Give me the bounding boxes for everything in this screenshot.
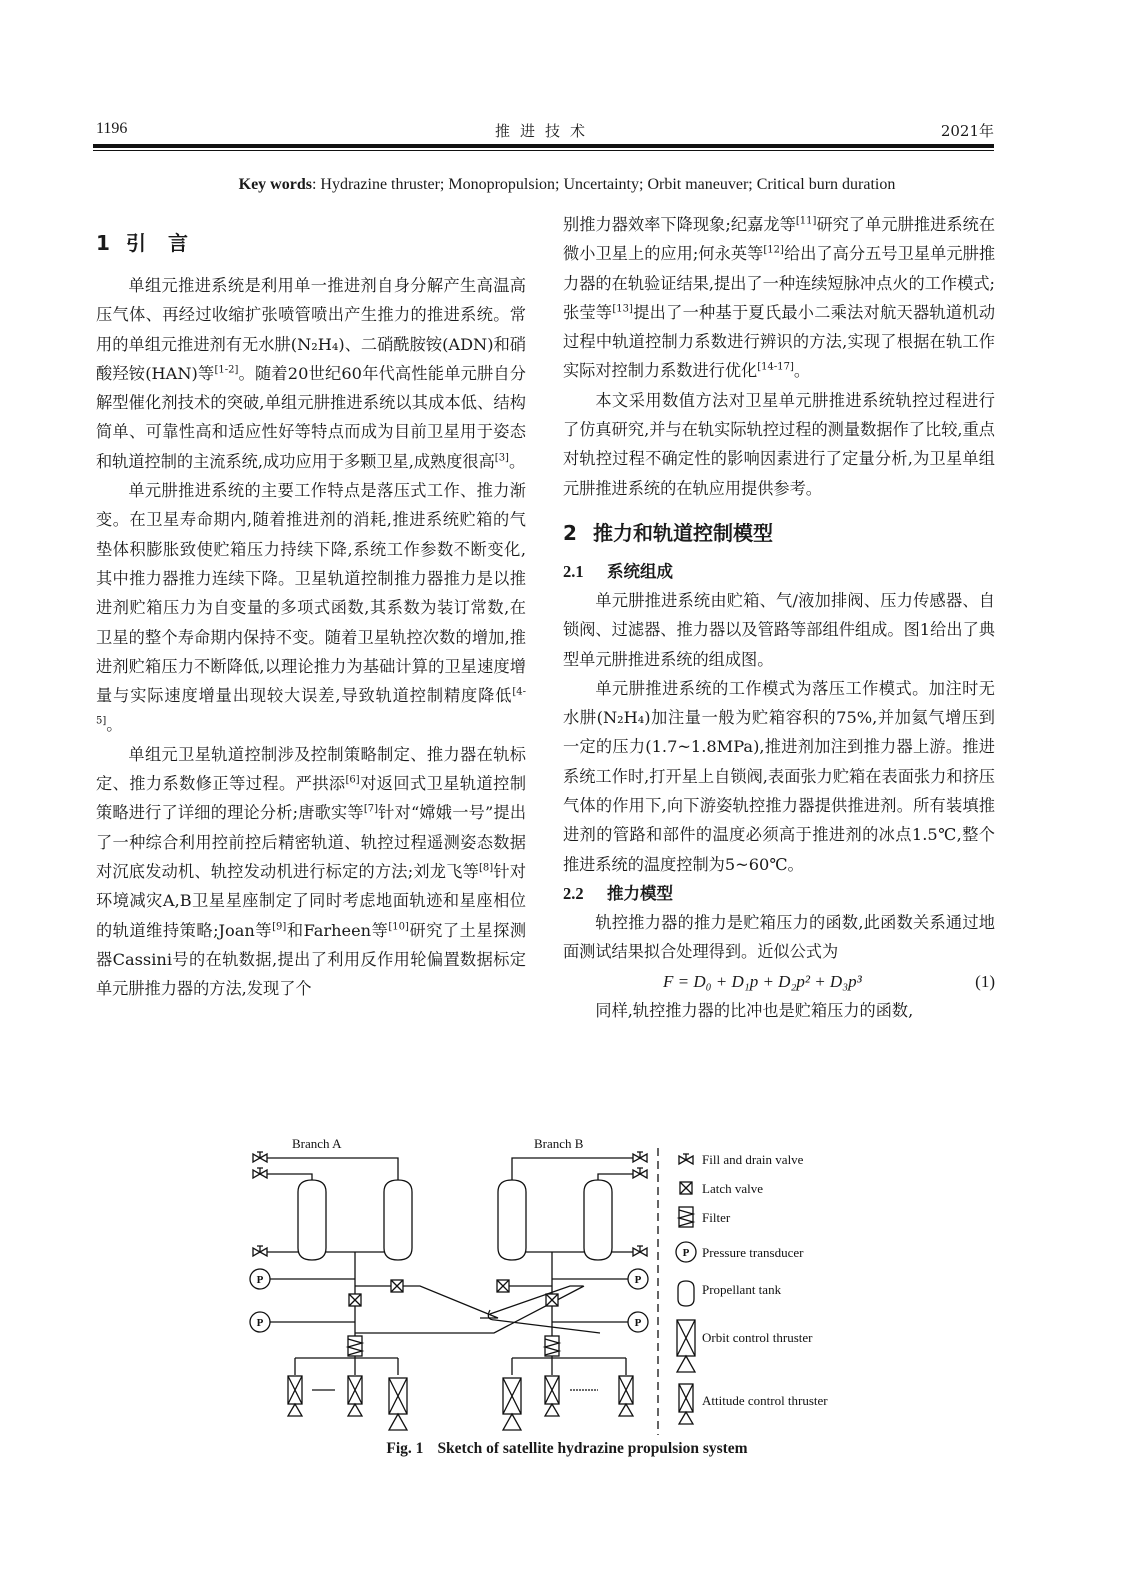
figure-title: Sketch of satellite hydrazine propulsion system [437, 1440, 748, 1457]
orbit-thruster-icon [389, 1378, 407, 1430]
attitude-thruster-icon [545, 1376, 559, 1416]
legend-label: Pressure transducer [702, 1245, 804, 1260]
branch-b-label: Branch B [534, 1136, 584, 1151]
section-2-heading: 2 推力和轨道控制模型 [563, 520, 773, 545]
journal-name: 推进技术 [494, 122, 595, 140]
paragraph: 单元肼推进系统由贮箱、气/液加排阀、压力传感器、自锁阀、过滤器、推力器以及管路等部组件组成。图1给出了典型单元肼推进系统的组成图。 [563, 590, 995, 669]
journal-year: 2021年 [940, 122, 994, 140]
fill-drain-valve-icon [633, 1168, 647, 1178]
pressure-transducer-icon [250, 1312, 270, 1332]
propulsion-system-diagram: P Branch A Branch B Fill and drain valve Latch valve Filter Pressure transducer Propellant tank Orbit control thruster Attitude control thruster [240, 1130, 860, 1460]
propellant-tank-icon [584, 1180, 612, 1260]
filter-icon [348, 1336, 362, 1356]
header-rule-thin [93, 150, 994, 151]
keywords-label: Key words [238, 176, 312, 193]
attitude-thruster-icon [619, 1376, 633, 1416]
keywords-text: Hydrazine thruster; Monopropulsion; Uncertainty; Orbit maneuver; Critical burn duration [320, 176, 896, 193]
paragraph: 单元肼推进系统的主要工作特点是落压式工作、推力渐变。在卫星寿命期内,随着推进剂的消耗,推进系统贮箱的气垫体积膨胀致使贮箱压力持续下降,系统工作参数不断变化,其中推力器推力连续下降。卫星轨道控制推力器推力是以推进剂贮箱压力为自变量的多项式函数,其系数为装订常数,在卫星的整个寿命期内保持不变。随着卫星轨控次数的增加,推进剂贮箱压力不断降低,以理论推力为基础计算的卫星速度增量与实际速度增量出现较大误差,导致轨道控制精度降低[4-5]。 [96, 481, 526, 735]
legend-label: Latch valve [702, 1181, 763, 1196]
propellant-tank-icon [498, 1180, 526, 1260]
propellant-tank-icon [384, 1180, 412, 1260]
latch-valve-icon [497, 1280, 509, 1292]
latch-valve-icon [391, 1280, 403, 1292]
keywords: Key words: Hydrazine thruster; Monopropulsion; Uncertainty; Orbit maneuver; Critical burn duration [238, 176, 896, 193]
paragraph: 轨控推力器的推力是贮箱压力的函数,此函数关系通过地面测试结果拟合处理得到。近似公式为 [563, 912, 995, 962]
fill-drain-valve-icon [253, 1168, 267, 1178]
legend [676, 1152, 828, 1424]
section-2-title: 推力和轨道控制模型 [593, 520, 773, 545]
filter-icon [545, 1336, 559, 1356]
fill-drain-valve-icon [253, 1152, 267, 1162]
propellant-tank-icon [298, 1180, 326, 1260]
orbit-thruster-icon [503, 1378, 521, 1430]
latch-valve-icon [546, 1294, 558, 1306]
fill-drain-valve-icon [633, 1246, 647, 1256]
section-1-title: 引言 [126, 231, 210, 255]
section-1-heading: 1 引言 [96, 231, 210, 255]
latch-valve-icon [349, 1294, 361, 1306]
paragraph: 单元肼推进系统的工作模式为落压工作模式。加注时无水肼(N₂H₄)加注量一般为贮箱容积的75%,并加氦气增压到一定的压力(1.7~1.8MPa),推进剂加注到推力器上游。推进系统工作时,打开星上自锁阀,表面张力贮箱在表面张力和挤压气体的作用下,向下游姿轨控推力器提供推进剂。所有装填推进剂的管路和部件的温度必须高于推进剂的冰点1.5℃,整个推进系统的温度控制为5~60℃。 [563, 678, 995, 874]
legend-label: Filter [702, 1210, 731, 1225]
right-column [563, 210, 995, 1025]
equation-number: (1) [975, 971, 995, 991]
legend-label: Attitude control thruster [702, 1393, 828, 1408]
branch-a-label: Branch A [292, 1136, 342, 1151]
fill-drain-valve-icon [633, 1152, 647, 1162]
equation-formula: F = D₀ + D₁p + D₂p² + D₃p³ [663, 971, 862, 991]
fill-drain-valve-icon [253, 1246, 267, 1256]
legend-label: Propellant tank [702, 1282, 782, 1297]
left-column [96, 225, 526, 1003]
paragraph-continuation: 别推力器效率下降现象;纪嘉龙等[11]研究了单元肼推进系统在微小卫星上的应用;何永英等[12]给出了高分五号卫星单元肼推力器的在轨验证结果,提出了一种连续短脉冲点火的工作模式;张莹等[13]提出了一种基于夏氏最小二乘法对航天器轨道机动过程中轨道控制力系数进行辨识的方法,实现了根据在轨工作实际对控制力系数进行优化[14-17]。 [563, 215, 996, 381]
attitude-thruster-icon [288, 1376, 302, 1416]
paragraph: 单组元推进系统是利用单一推进剂自身分解产生高温高压气体、再经过收缩扩张喷管喷出产生推力的推进系统。常用的单组元推进剂有无水肼(N₂H₄)、二硝酰胺铵(ADN)和硝酸羟铵(HAN)等[1-2]。随着20世纪60年代高性能单元肼自分解型催化剂技术的突破,单组元肼推进系统以其成本低、结构简单、可靠性高和适应性好等特点而成为目前卫星用于姿态和轨道控制的主流系统,成功应用于多颗卫星,成熟度很高[3]。 [96, 276, 526, 471]
attitude-thruster-icon [348, 1376, 362, 1416]
paragraph: 单组元卫星轨道控制涉及控制策略制定、推力器在轨标定、推力系数修正等过程。严拱添[6]对返回式卫星轨道控制策略进行了详细的理论分析;唐歌实等[7]针对“嫦娥一号”提出了一种综合利用控前控后精密轨道、轨控过程遥测姿态数据对沉底发动机、轨控发动机进行标定的方法;刘龙飞等[8]针对环境减灾A,B卫星星座制定了同时考虑地面轨迹和星座相位的轨道维持策略;Joan等[9]和Farheen等[10]研究了土星探测器Cassini号的在轨数据,提出了利用反作用轮偏置数据标定单元肼推力器的方法,发现了个 [96, 744, 527, 999]
header-rule-thick [93, 144, 994, 148]
subsection-2-2-heading: 2.2 推力模型 [563, 883, 673, 903]
subsection-2-1-heading: 2.1 系统组成 [563, 561, 673, 581]
paragraph: 本文采用数值方法对卫星单元肼推进系统轨控过程进行了仿真研究,并与在轨实际轨控过程的测量数据作了比较,重点对轨控过程不确定性的影响因素进行了定量分析,为卫星单组元肼推进系统的在轨应用提供参考。 [563, 390, 995, 498]
running-header [96, 118, 994, 142]
pressure-transducer-icon [628, 1269, 648, 1289]
pressure-transducer-icon [628, 1312, 648, 1332]
figure-label: Fig. 1 [386, 1440, 424, 1457]
equation-1 [563, 967, 995, 996]
legend-label: Orbit control thruster [702, 1330, 813, 1345]
figure-caption [0, 1440, 1134, 1458]
pressure-transducer-icon [250, 1269, 270, 1289]
page-number: 1196 [96, 120, 128, 137]
paragraph: 同样,轨控推力器的比冲也是贮箱压力的函数, [595, 1000, 914, 1020]
legend-label: Fill and drain valve [702, 1152, 804, 1167]
